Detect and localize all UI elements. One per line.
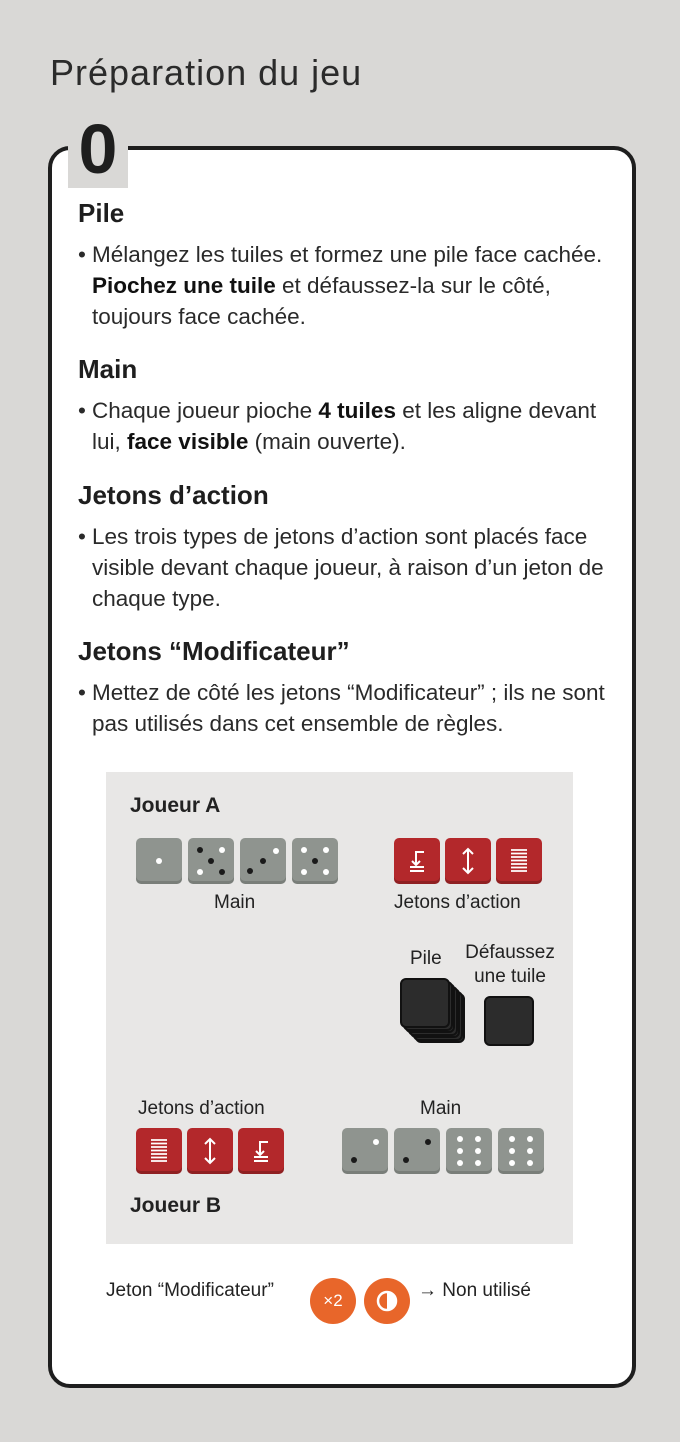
tile [446,1128,492,1174]
bullet-text: et les aligne devant lui, [92,398,597,454]
pile-tile [400,978,450,1028]
stack-lines-icon [136,1128,182,1174]
bullet-text: Les trois types de jetons d’action sont placés face visible devant chaque joueur, à raison d’un jeton de chaque type. [92,524,604,611]
page-title: Préparation du jeu [50,52,363,93]
pip [197,847,203,853]
pip [475,1136,481,1142]
bullet-text: Mélangez les tuiles et formez une pile face cachée. [92,242,603,267]
section-heading: Jetons d’action [78,480,269,510]
pip [509,1160,515,1166]
section-bullet [78,677,608,739]
player-a-label: Joueur A [130,794,221,817]
tile [240,838,286,884]
tile [498,1128,544,1174]
tile [394,1128,440,1174]
action-token [496,838,542,884]
section-action-tokens [78,480,608,614]
action-token [394,838,440,884]
up-down-arrow-icon [187,1128,233,1174]
pip [373,1139,379,1145]
step-number: 0 [68,110,128,188]
half-circle-icon [364,1278,410,1324]
pip [475,1160,481,1166]
pip [273,848,279,854]
pip [509,1136,515,1142]
section-heading: Jetons “Modificateur” [78,636,350,666]
fold-down-icon [394,838,440,884]
pip [527,1160,533,1166]
not-used-text: → Non utilisé [418,1280,531,1301]
pip [219,847,225,853]
section-modifier-tokens [78,636,608,739]
actions-label-a: Jetons d’action [394,892,521,913]
pip [323,847,329,853]
fold-down-icon [238,1128,284,1174]
player-b-label: Joueur B [130,1194,222,1217]
bullet-text: Chaque joueur pioche [92,398,319,423]
pip [312,858,318,864]
pip [301,847,307,853]
section-main [78,354,608,457]
pip [457,1136,463,1142]
hand-label-b: Main [420,1098,462,1119]
pile-label: Pile [410,948,442,969]
pip [219,869,225,875]
pip [247,868,253,874]
pip [197,869,203,875]
section-bullet [78,395,608,457]
pip [260,858,266,864]
section-heading: Pile [78,198,125,228]
tile [188,838,234,884]
pip [323,869,329,875]
pip [527,1136,533,1142]
modifier-token-half [364,1278,410,1324]
actions-label-b: Jetons d’action [138,1098,265,1119]
stack-lines-icon [496,838,542,884]
pip [208,858,214,864]
pip [351,1157,357,1163]
bullet-bold-text: Piochez une tuile [92,273,276,298]
action-token [187,1128,233,1174]
bullet-text: Mettez de côté les jetons “Modificateur” ; ils ne sont pas utilisés dans cet ensemble de règles. [92,680,605,736]
pip [457,1160,463,1166]
action-token [136,1128,182,1174]
up-down-arrow-icon [445,838,491,884]
modifier-token-x2: ×2 [310,1278,356,1324]
hand-label-a: Main [214,892,256,913]
action-token [445,838,491,884]
setup-diagram [106,772,573,1244]
pip [156,858,162,864]
discarded-tile [484,996,534,1046]
pip [403,1157,409,1163]
pip [527,1148,533,1154]
section-bullet [78,521,608,614]
pip [425,1139,431,1145]
pip [475,1148,481,1154]
tile [292,838,338,884]
bullet-text: (main ouverte). [248,429,406,454]
modifier-token-label: Jeton “Modificateur” [106,1280,274,1301]
bullet-bold-text: 4 tuiles [318,398,396,423]
tile [342,1128,388,1174]
section-heading: Main [78,354,138,384]
section-pile [78,198,608,332]
tile [136,838,182,884]
pip [301,869,307,875]
bullet-bold-text: face visible [127,429,249,454]
pip [457,1148,463,1154]
section-bullet [78,239,608,332]
discard-label-1: Défaussez [465,942,555,963]
bullet-text: et défaussez-la sur le côté, toujours face cachée. [92,273,551,329]
discard-label-2: une tuile [474,966,546,987]
pip [509,1148,515,1154]
action-token [238,1128,284,1174]
